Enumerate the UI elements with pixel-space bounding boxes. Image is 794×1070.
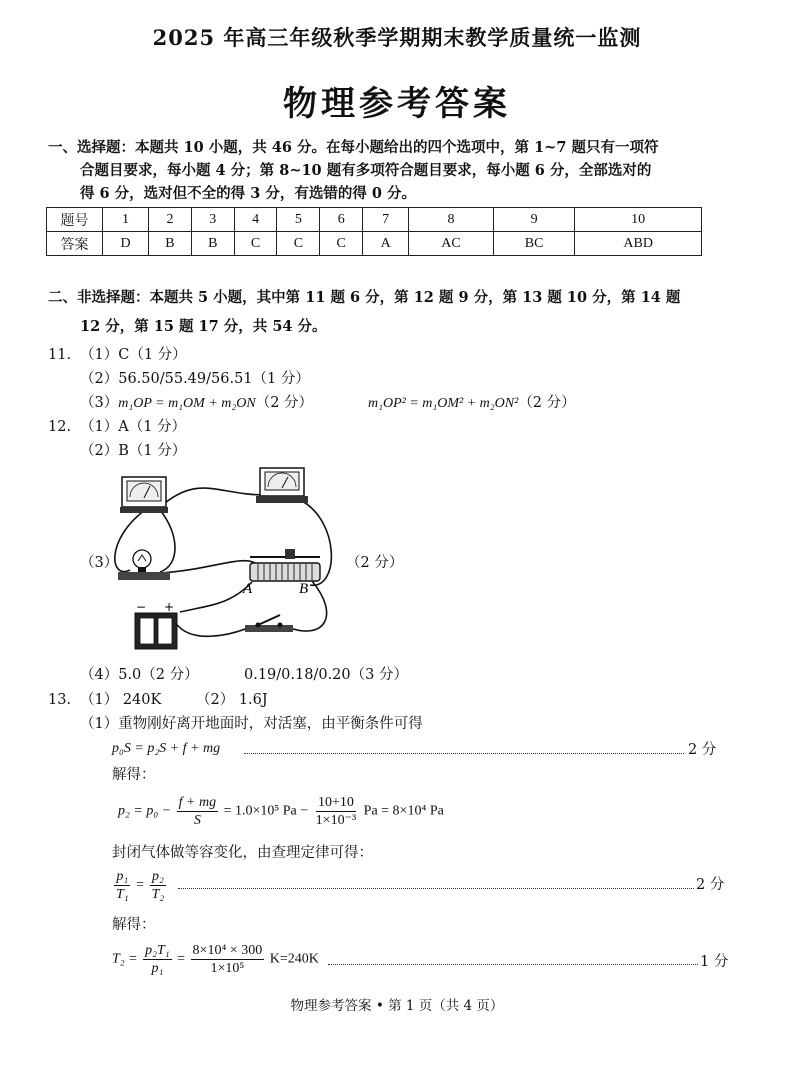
q12-number: 12. <box>48 419 72 435</box>
q13-step2: 封闭气体做等容变化，由查理定律可得： <box>112 845 373 861</box>
q11-part2: （2）56.50/55.49/56.51（1 分） <box>80 371 310 387</box>
q12-part4: （4）5.0（2 分） <box>80 667 199 683</box>
table-cell: D <box>103 232 149 256</box>
voltmeter-icon <box>120 477 168 513</box>
battery-icon <box>135 600 177 649</box>
svg-text:+: + <box>164 600 175 614</box>
table-header-cell: 题号 <box>47 208 103 232</box>
table-cell: 10 <box>575 208 702 232</box>
table-cell: C <box>277 232 320 256</box>
equation: T₂ = $\frac{\text{p₂T₁}}{\text{p₁}}$ = $\frac{\text{8×10⁴ × 300}}{\text{1×10⁵}}$ K=240K <box>112 943 319 976</box>
solve-label: 解得： <box>112 917 156 933</box>
q13-answer2: （2） 1.6J <box>196 692 268 708</box>
table-cell: 8 <box>409 208 494 232</box>
table-cell: 4 <box>234 208 277 232</box>
table-cell: 7 <box>363 208 409 232</box>
dotted-leader <box>244 753 684 754</box>
exam-title: 2025 年高三年级秋季学期期末教学质量统一监测 <box>152 25 642 50</box>
score-label: 1 分 <box>700 954 729 970</box>
q11-number: 11. <box>48 347 72 363</box>
wire <box>160 561 255 573</box>
section2-intro: 二、非选择题：本题共 5 小题，其中第 11 题 6 分，第 12 题 9 分，第 13 题 10 分，第 14 题 12 分，第 15 题 17 分，共 54 分。 <box>48 289 681 335</box>
wire <box>290 581 327 631</box>
rheostat-icon <box>250 549 320 581</box>
answer-table <box>46 207 702 256</box>
wire <box>160 510 175 572</box>
svg-text:−: − <box>136 600 147 614</box>
q11-part3: （3）m₁OP = m₁OM + m₂ON（2 分） <box>80 395 314 411</box>
table-cell: 2 <box>149 208 192 232</box>
table-cell: BC <box>493 232 575 256</box>
table-cell: B <box>191 232 234 256</box>
table-cell: ABD <box>575 232 702 256</box>
q13-step1: （1）重物刚好离开地面时，对活塞，由平衡条件可得 <box>80 716 423 732</box>
score-label: 2 分 <box>688 742 717 758</box>
table-row <box>47 232 702 256</box>
q12-part3-label: （3） <box>80 555 119 571</box>
section1-intro: 一、选择题：本题共 10 小题，共 46 分。在每小题给出的四个选项中，第 1~7 题只有一项符 合题目要求，每小题 4 分；第 8~10 题有多项符合题目要求，每小题 6 分，全部选对的 得 6 分，选对但不全的得 3 分，有选错的得 0 分。 <box>48 139 659 202</box>
q12-part1: （1）A（1 分） <box>80 419 187 435</box>
table-cell: C <box>234 232 277 256</box>
q11-part1: （1）C（1 分） <box>80 347 187 363</box>
terminal-a-label: A <box>243 581 253 597</box>
solve-label: 解得： <box>112 767 156 783</box>
dotted-leader <box>178 888 694 889</box>
ammeter-icon <box>256 468 308 503</box>
circuit-diagram <box>100 455 350 660</box>
table-cell: 5 <box>277 208 320 232</box>
table-cell: 1 <box>103 208 149 232</box>
q13-answer1: （1） 240K <box>80 692 162 708</box>
q13-number: 13. <box>48 692 72 708</box>
table-header-cell: 答案 <box>47 232 103 256</box>
score-label: 2 分 <box>696 877 725 893</box>
lamp-icon <box>118 550 170 580</box>
page-footer: 物理参考答案 • 第 1 页（共 4 页） <box>290 998 504 1014</box>
q12-part4b: 0.19/0.18/0.20（3 分） <box>244 667 408 683</box>
table-cell: 9 <box>493 208 575 232</box>
wire <box>165 488 265 503</box>
wire <box>180 582 252 612</box>
q11-part3-alt: m₁OP² = m₁OM² + m₂ON²（2 分） <box>368 395 576 411</box>
terminal-b-label: B <box>299 581 309 597</box>
q12-part3-score: （2 分） <box>346 555 404 571</box>
table-cell: A <box>363 232 409 256</box>
table-cell: 6 <box>320 208 363 232</box>
equation: p₀S = p₂S + f + mg <box>112 741 221 756</box>
dotted-leader <box>328 964 698 965</box>
switch-icon <box>245 615 293 632</box>
table-cell: 3 <box>191 208 234 232</box>
q12-part2: （2）B（1 分） <box>80 443 187 459</box>
page-title: 物理参考答案 <box>283 84 511 124</box>
table-cell: B <box>149 232 192 256</box>
equation: $\frac{\text{p₁}}{\text{T₁}}$ = $\frac{\text{p₂}}{\text{T₂}}$ <box>116 869 165 902</box>
wire <box>175 622 248 636</box>
equation: p₂ = p₀ − $\frac{f + mg}{S}$ = 1.0×10⁵ Pa − $\frac{10+10}{\text{1×10⁻³}}$ Pa = 8×10⁴ Pa <box>118 795 444 828</box>
equation: m₁OP² = m₁OM² + m₂ON² <box>368 396 519 411</box>
table-cell: C <box>320 232 363 256</box>
table-row <box>47 208 702 232</box>
equation: m₁OP = m₁OM + m₂ON <box>118 396 256 411</box>
table-cell: AC <box>409 232 494 256</box>
